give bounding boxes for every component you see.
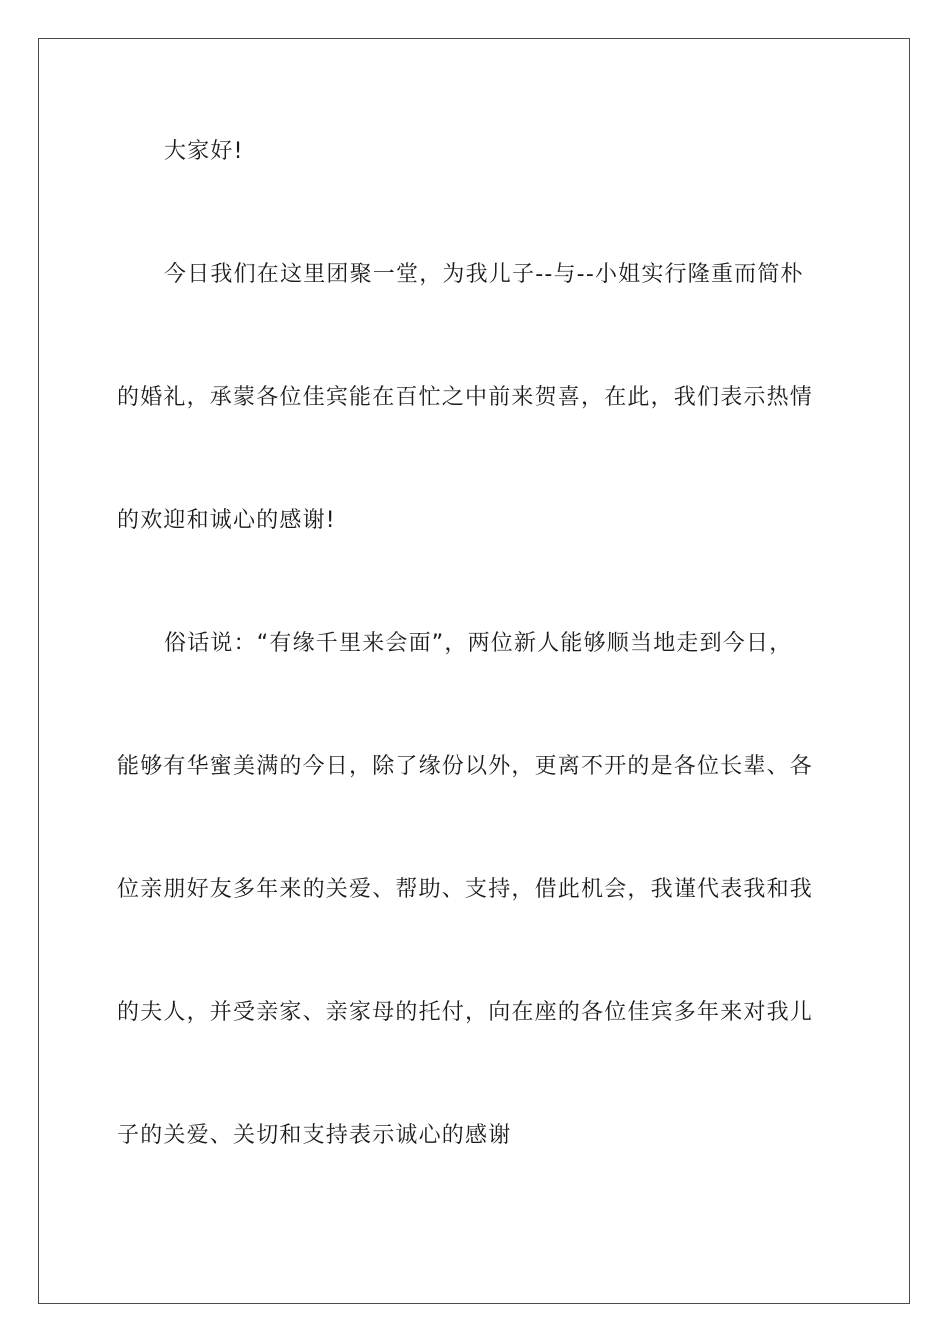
paragraph-line: 俗话说：“有缘千里来会面”，两位新人能够顺当地走到今日， — [164, 631, 793, 656]
document-body — [117, 128, 837, 1160]
paragraph-line: 子的关爱、关切和支持表示诚心的感谢 — [117, 1123, 512, 1148]
paragraph-line: 的欢迎和诚心的感谢! — [117, 508, 336, 533]
paragraph-line: 的夫人，并受亲家、亲家母的托付，向在座的各位佳宾多年来对我儿 — [117, 1000, 814, 1025]
greeting-line: 大家好! — [164, 139, 244, 164]
paragraph-line: 今日我们在这里团聚一堂，为我儿子--与--小姐实行隆重而简朴 — [164, 262, 804, 287]
paragraph-line: 的婚礼，承蒙各位佳宾能在百忙之中前来贺喜，在此，我们表示热情 — [117, 385, 814, 410]
paragraph-line: 位亲朋好友多年来的关爱、帮助、支持，借此机会，我谨代表我和我 — [117, 877, 814, 902]
paragraph-line: 能够有华蜜美满的今日，除了缘份以外，更离不开的是各位长辈、各 — [117, 754, 814, 779]
